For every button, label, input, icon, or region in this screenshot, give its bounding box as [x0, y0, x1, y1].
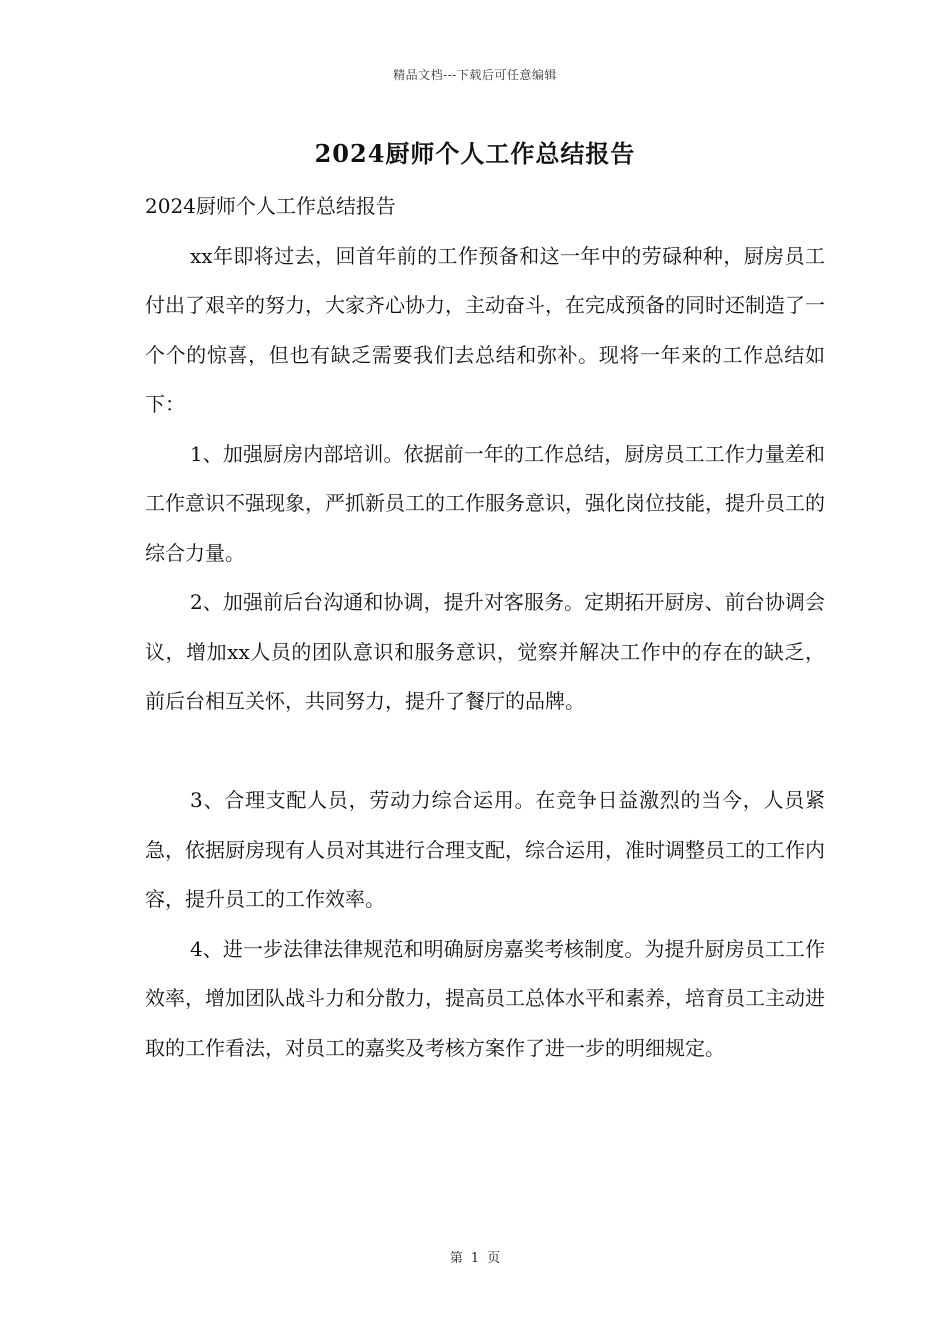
document-body: [145, 182, 825, 1073]
footer-prefix: 第: [449, 1251, 463, 1266]
paragraph-item-4: 4、进一步法律法律规范和明确厨房嘉奖考核制度。为提升厨房员工工作效率，增加团队战斗力和分散力，提高员工总体水平和素养，培育员工主动进取的工作看法，对员工的嘉奖及考核方案作了进一步的明细规定。: [145, 936, 825, 1060]
page-number: 1: [470, 1251, 480, 1266]
footer-suffix: 页: [487, 1251, 501, 1266]
document-subtitle: 2024厨师个人工作总结报告: [145, 194, 396, 218]
document-title: 2024厨师个人工作总结报告: [314, 139, 636, 168]
paragraph-spacer: [145, 727, 825, 777]
page-footer: [0, 1247, 950, 1266]
paragraph-item-2: 2、加强前后台沟通和协调，提升对客服务。定期拓开厨房、前台协调会议，增加xx人员的团队意识和服务意识，觉察并解决工作中的存在的缺乏，前后台相互关怀，共同努力，提升了餐厅的品牌。: [145, 590, 825, 713]
paragraph-item-3: 3、合理支配人员，劳动力综合运用。在竞争日益激烈的当今，人员紧急，依据厨房现有人员对其进行合理支配，综合运用，准时调整员工的工作内容，提升员工的工作效率。: [145, 788, 825, 911]
paragraph-intro: xx年即将过去，回首年前的工作预备和这一年中的劳碌种种，厨房员工付出了艰辛的努力，大家齐心协力，主动奋斗，在完成预备的同时还制造了一个个的惊喜，但也有缺乏需要我们去总结和弥补。现将一年来的工作总结如下：: [145, 243, 825, 416]
paragraph-item-1: 1、加强厨房内部培训。依据前一年的工作总结，厨房员工工作力量差和工作意识不强现象，严抓新员工的工作服务意识，强化岗位技能，提升员工的综合力量。: [145, 441, 825, 565]
page-header: 精品文档---下载后可任意编辑: [393, 68, 557, 82]
